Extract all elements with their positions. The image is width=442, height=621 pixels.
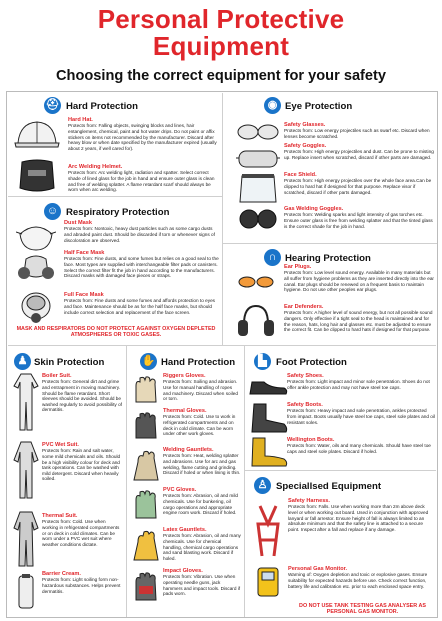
wellington-boots-text: Protects from: Water, oils and many chemicals. Should have steel toe caps and steel sole plates. Discard if holed.	[287, 443, 431, 454]
hard-hat-text: Protects from: Falling objects, swinging blocks and lines, hair entanglement, chemical, paint and hot water drips. Do not paint or affix stickers on items not recommended by the manufacturer. Discard after heavy blow or when date specified by the manufacturer expired (usually about 2 years, if well cared for).	[68, 123, 217, 151]
respirator-sign-icon: ☺	[44, 203, 61, 220]
ear-defenders-item	[284, 304, 434, 333]
pvc-gloves-item	[163, 487, 241, 516]
ear-plugs-icon	[236, 272, 276, 292]
safety-boots-icon	[248, 402, 288, 434]
boiler-suit-icon	[12, 372, 40, 432]
gas-monitor-warning: DO NOT USE TANK TESTING GAS ANALYSER AS PERSONAL GAS MONITOR.	[299, 603, 426, 616]
wellington-boots-icon	[248, 436, 288, 468]
wellington-boots-name: Wellington Boots.	[287, 437, 335, 443]
hard-hat-icon	[14, 117, 60, 151]
specialised-equipment-heading: Speciallsed Equipment	[276, 481, 382, 492]
pvc-wet-suit-item	[42, 442, 122, 482]
thermal-gloves-text: Protects from: Cold. Use to work in refrigerated compartments and on deck in cold climate. Can be worn under other work gloves.	[163, 414, 236, 437]
safety-boots-text: Protects from: Heavy impact and sole penetration, ankles protected from impact. Boots usually have steel toe caps, steel sole plates and oil resistant soles.	[287, 408, 435, 425]
divider-eye-hearing	[223, 243, 437, 244]
hard-hat-item	[68, 117, 218, 151]
riggers-gloves-item	[163, 373, 241, 402]
dust-mask-text: Protects from: Nontoxic, heavy dust particles such as some cargo dusts and abraded paint dust. Should be discarded if torn or whenever signs of discoloration are observed.	[64, 226, 215, 243]
eye-sign-icon: ◉	[264, 97, 281, 114]
skin-sign-icon: ♟	[14, 353, 31, 370]
skin-protection-heading: Skin Protection	[34, 357, 105, 368]
pvc-gloves-icon	[130, 490, 162, 520]
safety-goggles-name: Safety Goggles.	[284, 143, 327, 149]
safety-goggles-text: Protects from: High energy projectiles and dust. Can be prone to misting up. Replace insert when scratched, discard if other parts are damaged.	[284, 149, 434, 160]
thermal-suit-item	[42, 513, 122, 547]
foot-protection-heading: Foot Protection	[276, 357, 347, 368]
safety-boots-name: Safety Boots.	[287, 402, 323, 408]
divider-top-vertical	[222, 93, 223, 345]
personal-gas-monitor-text: Warning of: Oxygen depletion and toxic or explosive gases. Ensure suitability for expected hazards before use. Check correct function, battery life and calibration etc. prior to each enclosed space entry.	[288, 572, 428, 589]
gas-welding-goggles-text: Protects from: Welding sparks and light intensity of gas torches etc. Ensure outer glass is free from welding splatter and that the tinted glass is the correct shade for the job in hand.	[284, 212, 433, 229]
latex-gauntlets-icon	[130, 530, 162, 562]
full-face-mask-name: Full Face Mask	[64, 292, 104, 298]
full-face-mask-text: Protects from: Fine dusts and some fumes and affords protection to eyes and face. Maintenance should be as for the half face masks, but should include correct selection and replacement of the face screen.	[64, 298, 216, 315]
welding-helmet-text: Protects from: Arc welding light, radiation and spatter. Select correct shade of lined glass for the job in hand and ensure outer glass is clean and free of welding splatter. A flame retardant scarf should always be worn when arc welding.	[68, 170, 215, 193]
ear-plugs-item	[284, 264, 434, 293]
full-face-mask-icon	[16, 292, 56, 324]
barrier-cream-text: Protects from: Light soiling form non-hazardous substances. Helps prevent dermatitis.	[42, 577, 121, 594]
boiler-suit-item	[42, 373, 122, 413]
impact-gloves-icon	[130, 572, 162, 602]
half-face-mask-item	[64, 250, 219, 279]
ear-defenders-icon	[236, 304, 276, 338]
safety-glasses-item	[284, 122, 434, 140]
safety-harness-name: Safety Harness.	[288, 498, 330, 504]
safety-shoes-text: Protects from: Light impact and minor sole penetration. Shoes do not offer ankle protection and may not have steel toe caps.	[287, 379, 430, 390]
safety-glasses-name: Safety Glasses.	[284, 122, 326, 128]
face-shield-item	[284, 172, 434, 195]
half-face-mask-name: Half Face Mask	[64, 250, 105, 256]
welding-helmet-name: Arc Welding Helmet.	[68, 164, 123, 170]
barrier-cream-name: Barrier Cream.	[42, 571, 81, 577]
safety-shoes-item	[287, 373, 435, 391]
harness-sign-icon: ♙	[254, 477, 271, 494]
divider-foot-special	[245, 470, 436, 471]
divider-middle	[8, 345, 436, 346]
ear-plugs-name: Ear Plugs.	[284, 264, 312, 270]
divider-skin-hand	[126, 346, 127, 617]
pvc-gloves-text: Protects from: Abrasion, oil and mild chemicals. Use for bunkering, oil cargo operations and appropriate engine room work. Discard if holed.	[163, 493, 239, 516]
safety-goggles-item	[284, 143, 434, 161]
thermal-gloves-name: Thermal Gloves.	[163, 408, 207, 414]
riggers-gloves-name: Riggers Gloves.	[163, 373, 206, 379]
safety-shoes-icon	[248, 376, 288, 398]
latex-gauntlets-item	[163, 527, 241, 561]
barrier-cream-icon	[14, 574, 38, 610]
welding-gauntlets-item	[163, 447, 241, 476]
hard-hat-sign-icon: ⛑	[44, 97, 61, 114]
dust-mask-icon	[16, 222, 56, 252]
safety-glasses-icon	[236, 121, 280, 143]
ear-plugs-text: Protects from: Low level sound energy. Available in many materials but all suffer from hygiene problems as they are inserted directly into the ear canal. Ear plugs should be renewed on a frequent basis to maintain hygiene. Do not use other peoples ear plugs.	[284, 270, 434, 293]
pvc-wet-suit-icon	[12, 440, 40, 500]
boot-sign-icon: ▙	[254, 353, 271, 370]
respiratory-warning: MASK AND RESPIRATORS DO NOT PROTECT AGAINST OXYGEN DEPLETED ATMOSPHERES OR TOXIC GASES.	[16, 326, 216, 339]
face-shield-icon	[236, 172, 280, 204]
thermal-gloves-icon	[130, 412, 162, 440]
riggers-gloves-text: Protects from: Soiling and abrasion. Use for manual handling of ropes and machinery. Discard when soiled or torn.	[163, 379, 238, 402]
barrier-cream-item	[42, 571, 122, 594]
pvc-wet-suit-name: PVC Wet Suit.	[42, 442, 79, 448]
ear-defenders-text: Protects from: A higher level of sound energy, but not all possible sound dangers. Only effective if a tight seal to the head is maintained and for the reason, hats, long hair and glasses etc. must be adjusted to ensure the correct fit. Can be clipped to hard hats if designed for that purpose.	[284, 310, 433, 333]
hard-protection-heading: Hard Protection	[66, 101, 138, 112]
safety-boots-item	[287, 402, 435, 425]
hard-hat-name: Hard Hat.	[68, 117, 93, 123]
welding-gauntlets-name: Welding Gauntlets.	[163, 447, 214, 453]
hand-protection-heading: Hand Protection	[161, 357, 236, 368]
face-shield-name: Face Shield.	[284, 172, 317, 178]
gas-welding-goggles-item	[284, 206, 434, 229]
dust-mask-name: Dust Mask	[64, 220, 92, 226]
half-face-mask-icon	[16, 253, 56, 283]
welding-helmet-item	[68, 164, 218, 193]
pvc-wet-suit-text: Protects from: Rain and salt water, some mild chemicals and oils. Should be a high visibility colour for deck and tank operations. Can be washed with mild detergent. Discard when heavily soiled.	[42, 448, 121, 482]
glove-sign-icon: ✋	[140, 353, 157, 370]
latex-gauntlets-name: Latex Gauntlets.	[163, 527, 207, 533]
safety-shoes-name: Safety Shoes.	[287, 373, 324, 379]
dust-mask-item	[64, 220, 219, 243]
welding-gauntlets-text: Protects from: Heat, welding splatter and abrasions. Use for arc and gas welding, flame cutting and grinding. Discard if holed or when lining is thin.	[163, 453, 241, 476]
safety-goggles-icon	[236, 146, 280, 172]
safety-harness-text: Protects from: Falls. Use when working more than 2m above deck level or when working out board. Used in conjunction with approved lanyard or fall arrestor. Ensure height of fall is always limited to an absolute minimum and that the safety line is attached to a secure point. Inspect after a fall and replace if any damage.	[288, 504, 429, 532]
pvc-gloves-name: PVC Gloves.	[163, 487, 197, 493]
boiler-suit-text: Protects from: General dirt and grime and entrapment in moving machinery. Should be flame retardant. Short sleeves should be avoided. Should be washed regularly to avoid possibility of dermatitis.	[42, 379, 122, 413]
eye-protection-heading: Eye Protection	[285, 101, 353, 112]
impact-gloves-text: Protects from: Vibration. Use when operating needle guns, jack hammers and impact tools. Discard if pads worn.	[163, 574, 241, 597]
thermal-suit-icon	[12, 510, 40, 568]
page-subtitle: Choosing the correct equipment for your safety	[55, 68, 387, 84]
ear-defenders-name: Ear Defenders.	[284, 304, 324, 310]
safety-glasses-text: Protects from: Low energy projectiles such as swarf etc. Discard when lenses become scratched.	[284, 128, 430, 139]
welding-gauntlets-icon	[130, 450, 162, 482]
gas-welding-goggles-icon	[236, 208, 280, 230]
impact-gloves-item	[163, 568, 241, 597]
divider-hard-resp	[8, 196, 222, 197]
title-line-2: Equipment	[152, 31, 290, 61]
riggers-gloves-icon	[130, 376, 162, 404]
half-face-mask-text: Protects from: Fine dusts, and some fumes but relies on a good seal to the face. Most types are supplied with interchangeable filter pads or canisters. Select the correct filter fit the job in hand according to the manufacturers. Discard masks with damaged face pieces or straps.	[64, 256, 219, 279]
safety-harness-item	[288, 498, 435, 532]
title-line-1: Personal Protective	[97, 4, 345, 34]
face-shield-text: Protects from: High energy projectiles over the whole face area.Can be clipped to hard hat if designed for that purpose. Replace visor if scratched, discard if other parts damaged.	[284, 178, 432, 195]
latex-gauntlets-text: Protects from: Abrasion, oil and many chemicals. Use for chemical handling, chemical cargo operations and sand blasting work. Discard if holed.	[163, 533, 241, 561]
thermal-suit-text: Protects from: Cold. Use when working in refrigerated compartments or on deck in cold climates. Can be worn under a PVC wet suit where weather conditions dictate.	[42, 519, 120, 547]
impact-gloves-name: Impact Gloves.	[163, 568, 203, 574]
wellington-boots-item	[287, 437, 435, 455]
hearing-protection-heading: Hearing Protection	[285, 253, 371, 264]
boiler-suit-name: Boiler Suit.	[42, 373, 72, 379]
respiratory-protection-heading: Respiratory Protection	[66, 207, 170, 218]
welding-helmet-icon	[14, 158, 60, 194]
divider-hand-foot	[244, 346, 245, 617]
thermal-suit-name: Thermal Suit.	[42, 513, 78, 519]
full-face-mask-item	[64, 292, 219, 315]
personal-gas-monitor-name: Personal Gas Monitor.	[288, 566, 348, 572]
safety-harness-icon	[252, 504, 284, 558]
gas-welding-goggles-name: Gas Welding Goggles.	[284, 206, 344, 212]
ear-sign-icon: ∩	[264, 249, 281, 266]
personal-gas-monitor-item	[288, 566, 435, 589]
page-title	[0, 6, 442, 60]
personal-gas-monitor-icon	[256, 566, 280, 598]
thermal-gloves-item	[163, 408, 241, 437]
